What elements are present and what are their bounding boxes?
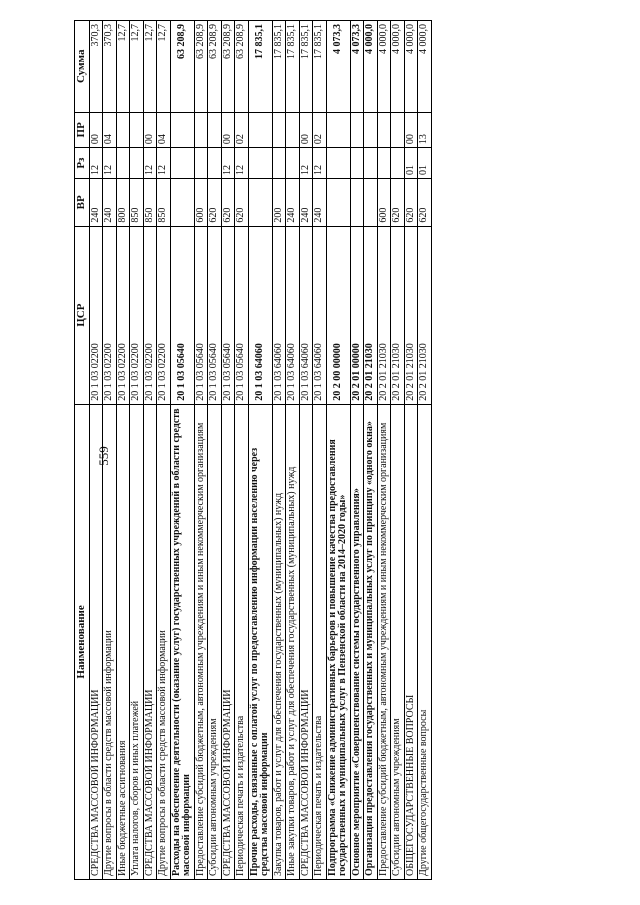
cell-vr: 620 (418, 179, 432, 227)
table-row (377, 21, 391, 880)
cell-name: Другие вопросы в области средств массовой информации (103, 404, 117, 879)
header-name: Наименование (75, 404, 90, 879)
cell-rz: 12 (157, 148, 171, 179)
page-number: 559 (96, 446, 111, 466)
cell-sum: 4 000,0 (418, 21, 432, 113)
cell-pr (116, 112, 130, 148)
cell-rz (391, 148, 405, 179)
cell-pr: 04 (103, 112, 117, 148)
cell-vr: 600 (194, 179, 208, 227)
cell-csr: 20 2 01 21030 (391, 226, 405, 404)
table-row (170, 21, 194, 880)
cell-rz: 12 (235, 148, 249, 179)
table-row (313, 21, 327, 880)
cell-name: Уплата налогов, сборов и иных платежей (130, 404, 144, 879)
cell-sum: 17 835,1 (286, 21, 300, 113)
cell-pr (208, 112, 222, 148)
cell-sum: 63 208,9 (170, 21, 194, 113)
cell-name: СРЕДСТВА МАССОВОЙ ИНФОРМАЦИИ (89, 404, 103, 879)
cell-name: Периодическая печать и издательства (235, 404, 249, 879)
cell-csr: 20 1 03 02200 (89, 226, 103, 404)
cell-name: Субсидии автономным учреждениям (208, 404, 222, 879)
cell-pr: 04 (157, 112, 171, 148)
cell-rz: 01 (418, 148, 432, 179)
cell-vr: 620 (391, 179, 405, 227)
cell-name: Другие общегосударственные вопросы (418, 404, 432, 879)
cell-rz (194, 148, 208, 179)
cell-sum: 4 000,0 (377, 21, 391, 113)
cell-name: Основное мероприятие «Совершенствование системы государственного управления» (350, 404, 364, 879)
cell-sum: 12,7 (143, 21, 157, 113)
cell-vr (326, 179, 350, 227)
cell-rz (116, 148, 130, 179)
table-row (103, 21, 117, 880)
cell-pr (377, 112, 391, 148)
table-row (208, 21, 222, 880)
cell-csr: 20 1 03 02200 (103, 226, 117, 404)
cell-sum: 17 835,1 (248, 21, 272, 113)
cell-sum: 63 208,9 (208, 21, 222, 113)
cell-vr (350, 179, 364, 227)
cell-sum: 63 208,9 (194, 21, 208, 113)
cell-vr: 240 (103, 179, 117, 227)
cell-name: Предоставление субсидий бюджетным, автономным учреждениям и иным некоммерческим организациям (377, 404, 391, 879)
cell-csr: 20 1 03 05640 (170, 226, 194, 404)
cell-pr (248, 112, 272, 148)
cell-pr: 02 (313, 112, 327, 148)
table-row (350, 21, 364, 880)
cell-name: Другие вопросы в области средств массовой информации (157, 404, 171, 879)
table-row (157, 21, 171, 880)
cell-vr: 240 (313, 179, 327, 227)
cell-rz: 12 (313, 148, 327, 179)
cell-csr: 20 1 03 05640 (194, 226, 208, 404)
cell-pr (326, 112, 350, 148)
cell-csr: 20 1 03 64060 (286, 226, 300, 404)
cell-vr: 240 (299, 179, 313, 227)
cell-pr: 00 (299, 112, 313, 148)
table-body (89, 21, 431, 880)
cell-sum: 4 000,0 (391, 21, 405, 113)
cell-csr: 20 1 03 64060 (272, 226, 286, 404)
cell-rz: 12 (221, 148, 235, 179)
cell-name: СРЕДСТВА МАССОВОЙ ИНФОРМАЦИИ (143, 404, 157, 879)
table-row (89, 21, 103, 880)
table-row (130, 21, 144, 880)
cell-vr (248, 179, 272, 227)
table-row (418, 21, 432, 880)
cell-sum: 17 835,1 (313, 21, 327, 113)
cell-vr: 850 (130, 179, 144, 227)
table-row (143, 21, 157, 880)
cell-rz (377, 148, 391, 179)
cell-rz (130, 148, 144, 179)
table-row (286, 21, 300, 880)
cell-csr: 20 2 00 00000 (326, 226, 350, 404)
table-row (391, 21, 405, 880)
cell-pr: 00 (221, 112, 235, 148)
cell-pr: 13 (418, 112, 432, 148)
cell-name: Организация предоставления государственных и муниципальных услуг по принципу «одного окна» (364, 404, 378, 879)
cell-rz: 12 (103, 148, 117, 179)
cell-vr: 240 (286, 179, 300, 227)
cell-rz: 12 (143, 148, 157, 179)
cell-pr (130, 112, 144, 148)
table-row (194, 21, 208, 880)
cell-pr (194, 112, 208, 148)
cell-vr: 200 (272, 179, 286, 227)
cell-name: Подпрограмма «Снижение административных барьеров и повышение качества предоставления государственных и муниципальных услуг в Пензенской области на 2014–2020 годы» (326, 404, 350, 879)
cell-pr (272, 112, 286, 148)
cell-name: Закупка товаров, работ и услуг для обеспечения государственных (муниципальных) нужд (272, 404, 286, 879)
cell-name: Расходы на обеспечение деятельности (оказание услуг) государственных учреждений в области средств массовой информации (170, 404, 194, 879)
cell-name: Прочие расходы, связанные с оплатой услуг по предоставлению информации населению через средства массовой информации (248, 404, 272, 879)
table-row (299, 21, 313, 880)
table-header-row (75, 21, 90, 880)
cell-vr: 620 (208, 179, 222, 227)
header-csr: ЦСР (75, 226, 90, 404)
cell-name: Периодическая печать и издательства (313, 404, 327, 879)
cell-pr: 00 (404, 112, 418, 148)
table-row (221, 21, 235, 880)
cell-vr (170, 179, 194, 227)
cell-rz (326, 148, 350, 179)
cell-sum: 12,7 (130, 21, 144, 113)
cell-csr: 20 2 01 21030 (364, 226, 378, 404)
budget-table (74, 20, 432, 880)
cell-sum: 63 208,9 (221, 21, 235, 113)
cell-vr: 620 (404, 179, 418, 227)
cell-pr: 00 (89, 112, 103, 148)
cell-sum: 12,7 (116, 21, 130, 113)
cell-csr: 20 1 03 02200 (130, 226, 144, 404)
table-row (235, 21, 249, 880)
table-row (364, 21, 378, 880)
cell-csr: 20 1 03 64060 (299, 226, 313, 404)
cell-pr: 02 (235, 112, 249, 148)
cell-vr (364, 179, 378, 227)
cell-name: Предоставление субсидий бюджетным, автономным учреждениям и иным некоммерческим организациям (194, 404, 208, 879)
cell-sum: 4 000,0 (364, 21, 378, 113)
header-sum: Сумма (75, 21, 90, 113)
cell-pr (286, 112, 300, 148)
cell-rz: 01 (404, 148, 418, 179)
cell-sum: 12,7 (157, 21, 171, 113)
cell-pr (170, 112, 194, 148)
cell-pr: 00 (143, 112, 157, 148)
cell-csr: 20 1 03 64060 (313, 226, 327, 404)
table-row (404, 21, 418, 880)
cell-rz (170, 148, 194, 179)
cell-sum: 370,3 (89, 21, 103, 113)
cell-csr: 20 1 03 02200 (143, 226, 157, 404)
cell-sum: 63 208,9 (235, 21, 249, 113)
cell-csr: 20 1 03 05640 (235, 226, 249, 404)
cell-rz (286, 148, 300, 179)
cell-csr: 20 1 03 05640 (208, 226, 222, 404)
table-row (116, 21, 130, 880)
cell-sum: 17 835,1 (299, 21, 313, 113)
header-rz: Рз (75, 148, 90, 179)
cell-name: СРЕДСТВА МАССОВОЙ ИНФОРМАЦИИ (221, 404, 235, 879)
cell-vr: 800 (116, 179, 130, 227)
cell-pr (350, 112, 364, 148)
header-pr: ПР (75, 112, 90, 148)
cell-pr (364, 112, 378, 148)
cell-csr: 20 2 01 21030 (377, 226, 391, 404)
cell-sum: 17 835,1 (272, 21, 286, 113)
cell-name: Иные закупки товаров, работ и услуг для обеспечения государственных (муниципальных) нужд (286, 404, 300, 879)
cell-rz (208, 148, 222, 179)
cell-csr: 20 1 03 02200 (116, 226, 130, 404)
cell-rz (364, 148, 378, 179)
cell-rz: 12 (89, 148, 103, 179)
table-row (248, 21, 272, 880)
cell-csr: 20 2 01 00000 (350, 226, 364, 404)
cell-name: Иные бюджетные ассигнования (116, 404, 130, 879)
cell-sum: 4 073,3 (350, 21, 364, 113)
table-row (326, 21, 350, 880)
cell-vr: 600 (377, 179, 391, 227)
cell-vr: 620 (221, 179, 235, 227)
rotated-table-wrapper (74, 20, 432, 880)
cell-vr: 620 (235, 179, 249, 227)
cell-csr: 20 1 03 64060 (248, 226, 272, 404)
cell-pr (391, 112, 405, 148)
cell-sum: 4 073,3 (326, 21, 350, 113)
cell-vr: 240 (89, 179, 103, 227)
cell-rz (350, 148, 364, 179)
cell-sum: 370,3 (103, 21, 117, 113)
cell-name: ОБЩЕГОСУДАРСТВЕННЫЕ ВОПРОСЫ (404, 404, 418, 879)
cell-csr: 20 2 01 21030 (418, 226, 432, 404)
cell-name: СРЕДСТВА МАССОВОЙ ИНФОРМАЦИИ (299, 404, 313, 879)
table-row (272, 21, 286, 880)
cell-rz (272, 148, 286, 179)
cell-csr: 20 2 01 21030 (404, 226, 418, 404)
cell-vr: 850 (143, 179, 157, 227)
cell-vr: 850 (157, 179, 171, 227)
cell-csr: 20 1 03 05640 (221, 226, 235, 404)
header-vr: ВР (75, 179, 90, 227)
cell-csr: 20 1 03 02200 (157, 226, 171, 404)
cell-name: Субсидии автономным учреждениям (391, 404, 405, 879)
cell-sum: 4 000,0 (404, 21, 418, 113)
cell-rz (248, 148, 272, 179)
cell-rz: 12 (299, 148, 313, 179)
